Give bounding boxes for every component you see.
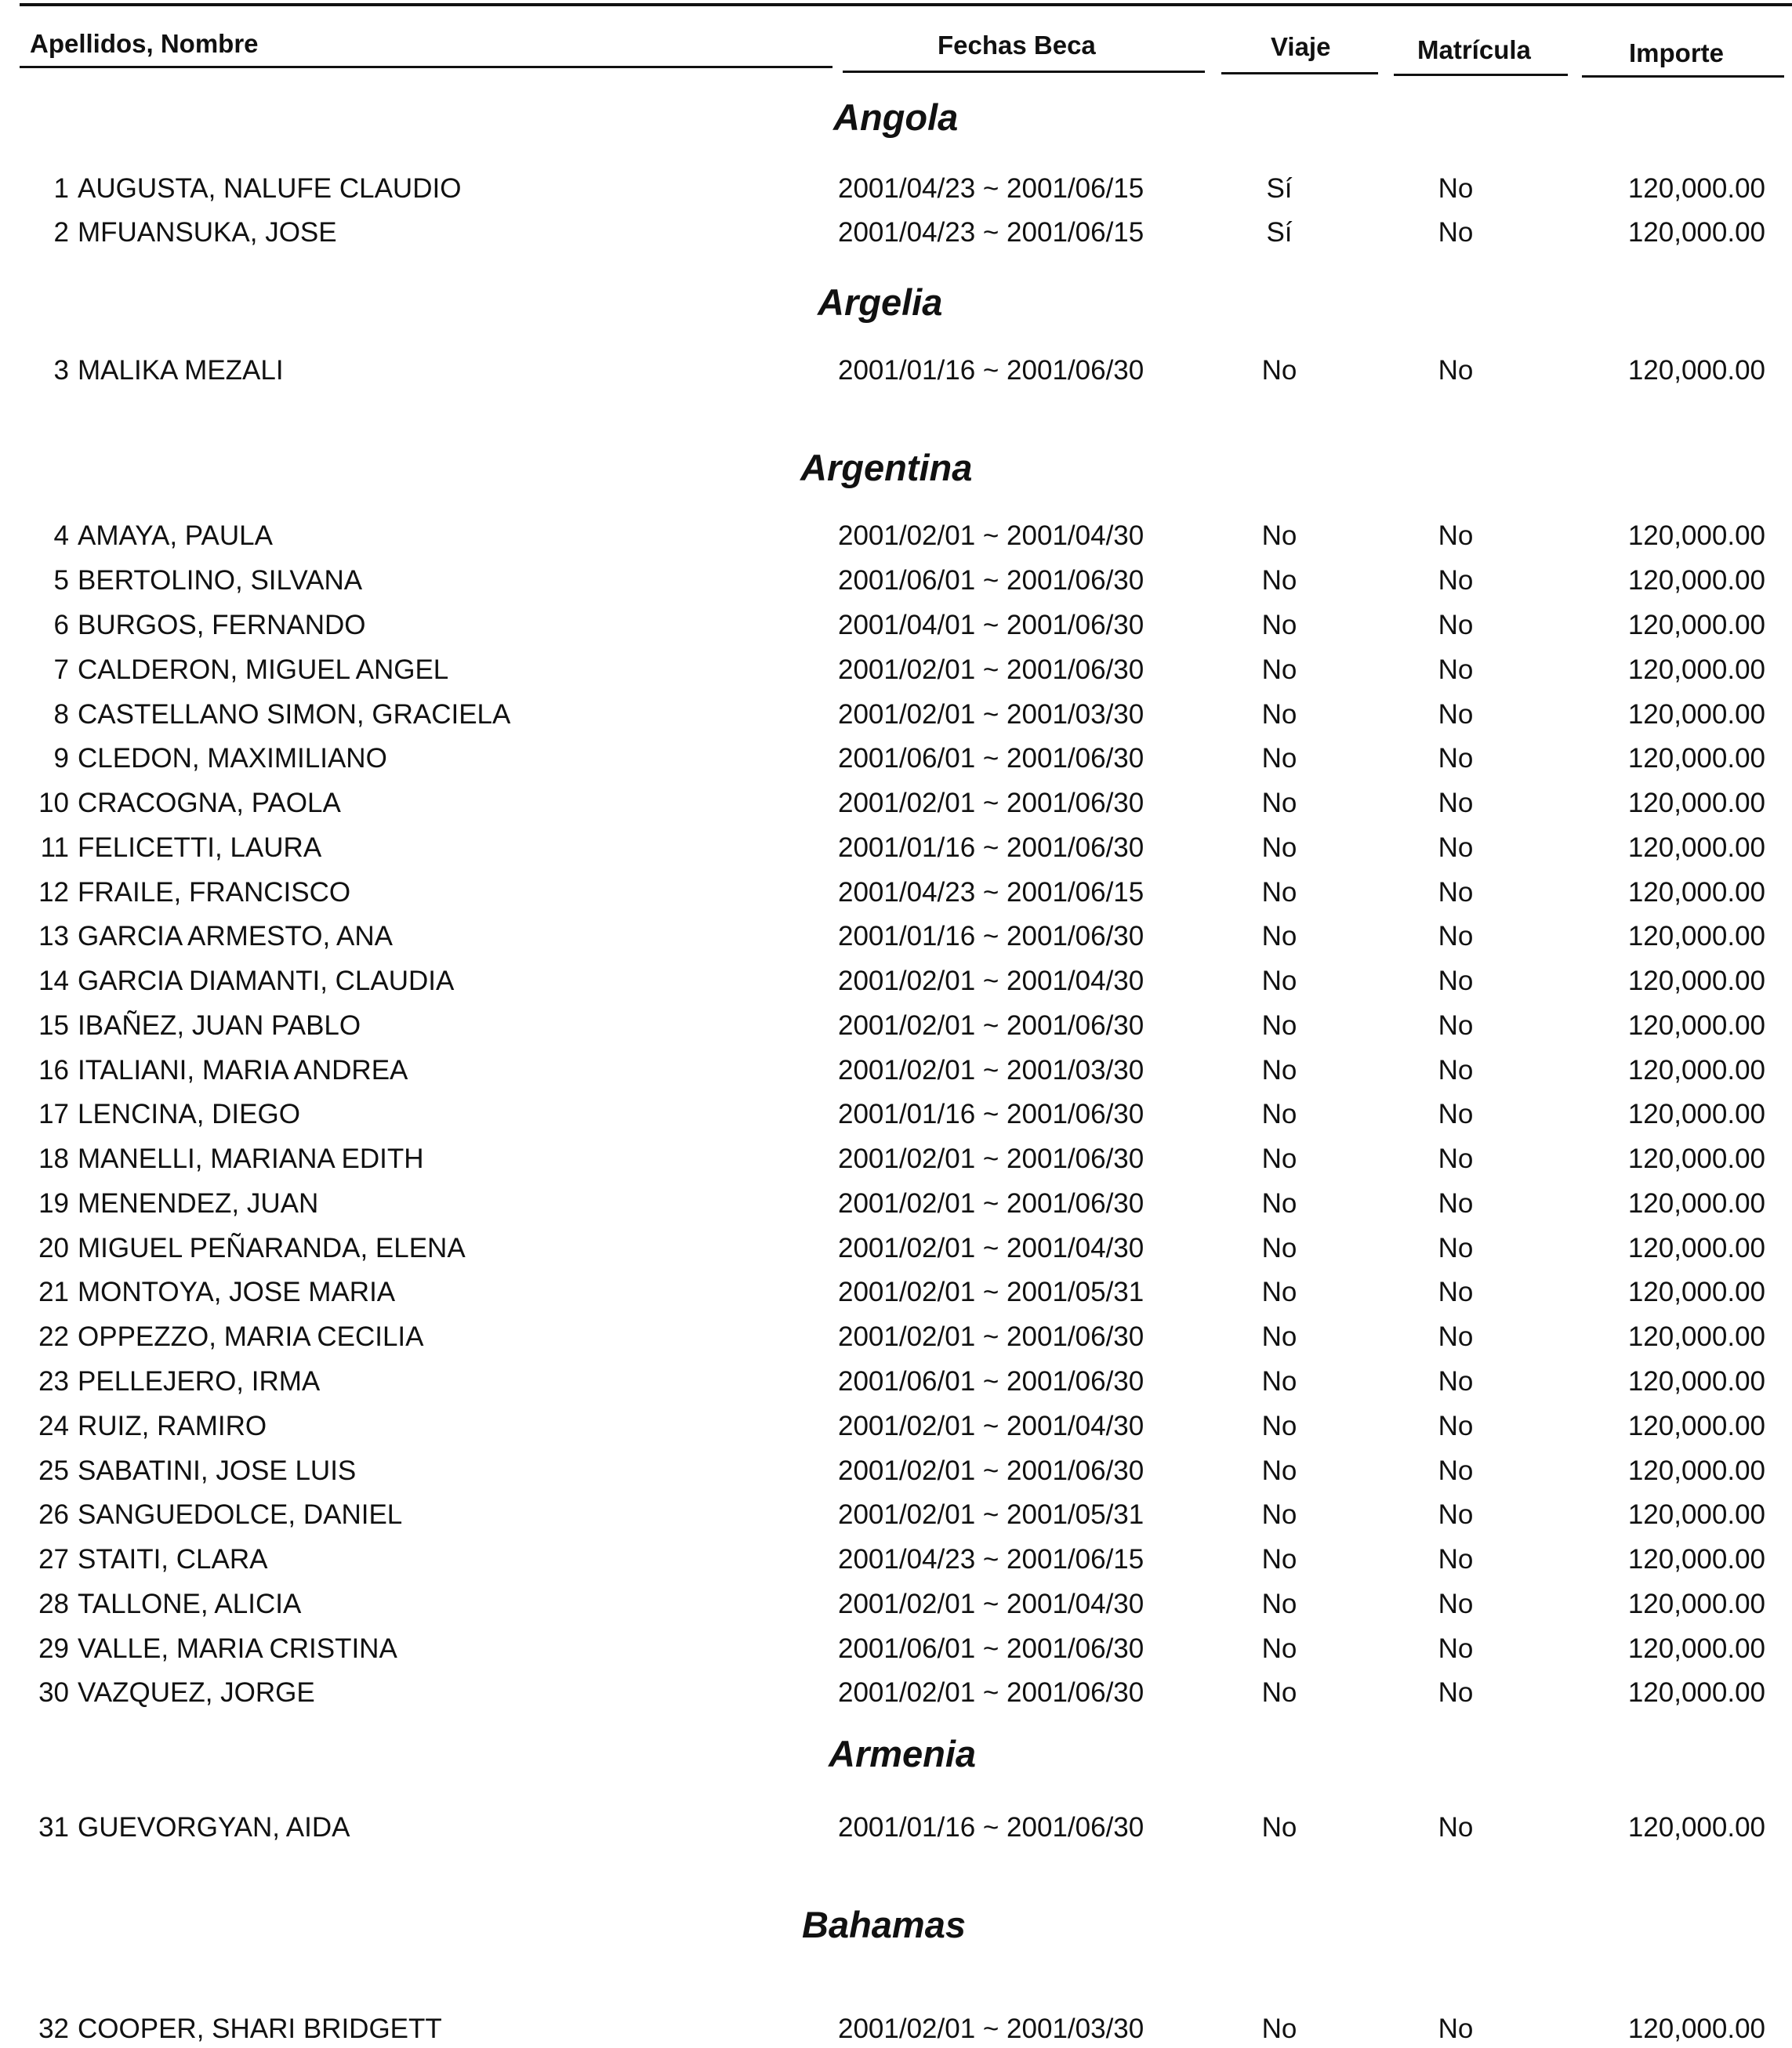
table-row [0, 1140, 1792, 1178]
scholarship-dates: 2001/02/01 ~ 2001/04/30 [838, 1411, 1144, 1441]
student-name: MFUANSUKA, JOSE [78, 217, 337, 248]
enrollment-value: No [1438, 1055, 1474, 1086]
table-row [0, 696, 1792, 734]
scholarship-dates: 2001/06/01 ~ 2001/06/30 [838, 743, 1144, 774]
enrollment-value: No [1438, 966, 1474, 996]
enrollment-value: No [1438, 217, 1474, 248]
amount-value: 120,000.00 [1627, 520, 1765, 551]
table-row [0, 1452, 1792, 1490]
student-name: MALIKA MEZALI [78, 355, 284, 386]
travel-value: No [1261, 788, 1297, 818]
student-name: BURGOS, FERNANDO [78, 610, 366, 640]
table-row [0, 1185, 1792, 1223]
amount-value: 120,000.00 [1627, 966, 1765, 996]
student-name: BERTOLINO, SILVANA [78, 565, 363, 596]
enrollment-value: No [1438, 1677, 1474, 1708]
scholarship-dates: 2001/01/16 ~ 2001/06/30 [838, 1099, 1144, 1129]
scholarship-dates: 2001/02/01 ~ 2001/06/30 [838, 654, 1144, 685]
travel-value: No [1261, 921, 1297, 952]
table-row [0, 1630, 1792, 1668]
header-name-rule [20, 66, 833, 68]
header-enrollment-rule [1394, 74, 1568, 76]
row-number: 29 [38, 1633, 69, 1664]
amount-value: 120,000.00 [1627, 173, 1765, 204]
scholarship-dates: 2001/06/01 ~ 2001/06/30 [838, 1633, 1144, 1664]
amount-value: 120,000.00 [1627, 1055, 1765, 1086]
travel-value: No [1261, 1455, 1297, 1486]
row-number: 26 [38, 1499, 69, 1530]
student-name: CASTELLANO SIMON, GRACIELA [78, 699, 511, 730]
table-row [0, 1096, 1792, 1133]
enrollment-value: No [1438, 699, 1474, 730]
enrollment-value: No [1438, 1099, 1474, 1129]
row-number: 10 [38, 788, 69, 818]
row-number: 31 [38, 1812, 69, 1843]
row-number: 4 [53, 520, 69, 551]
enrollment-value: No [1438, 173, 1474, 204]
row-number: 8 [53, 699, 69, 730]
amount-value: 120,000.00 [1627, 1321, 1765, 1352]
table-row [0, 785, 1792, 822]
scholarship-dates: 2001/02/01 ~ 2001/06/30 [838, 1321, 1144, 1352]
table-row [0, 517, 1792, 555]
travel-value: No [1261, 1233, 1297, 1263]
student-name: AUGUSTA, NALUFE CLAUDIO [78, 173, 462, 204]
scholarship-dates: 2001/02/01 ~ 2001/06/30 [838, 1677, 1144, 1708]
travel-value: No [1261, 1010, 1297, 1041]
header-travel: Viaje [1271, 32, 1331, 61]
table-row [0, 1809, 1792, 1847]
amount-value: 120,000.00 [1627, 788, 1765, 818]
amount-value: 120,000.00 [1627, 1633, 1765, 1664]
row-number: 9 [53, 743, 69, 774]
amount-value: 120,000.00 [1627, 355, 1765, 386]
travel-value: No [1261, 1812, 1297, 1843]
row-number: 23 [38, 1366, 69, 1397]
student-name: GUEVORGYAN, AIDA [78, 1812, 350, 1843]
travel-value: No [1261, 1188, 1297, 1219]
scholarship-dates: 2001/02/01 ~ 2001/05/31 [838, 1499, 1144, 1530]
table-row [0, 1541, 1792, 1579]
enrollment-value: No [1438, 1144, 1474, 1174]
travel-value: No [1261, 654, 1297, 685]
travel-value: No [1261, 832, 1297, 863]
amount-value: 120,000.00 [1627, 610, 1765, 640]
enrollment-value: No [1438, 743, 1474, 774]
header-amount: Importe [1629, 38, 1725, 67]
scholarship-dates: 2001/02/01 ~ 2001/03/30 [838, 2014, 1144, 2044]
travel-value: No [1261, 1589, 1297, 1619]
scholarship-dates: 2001/06/01 ~ 2001/06/30 [838, 1366, 1144, 1397]
travel-value: No [1261, 1277, 1297, 1307]
student-name: SABATINI, JOSE LUIS [78, 1455, 357, 1486]
amount-value: 120,000.00 [1627, 1812, 1765, 1843]
travel-value: No [1261, 565, 1297, 596]
row-number: 30 [38, 1677, 69, 1708]
scholarship-dates: 2001/01/16 ~ 2001/06/30 [838, 832, 1144, 863]
student-name: ITALIANI, MARIA ANDREA [78, 1055, 408, 1086]
travel-value: No [1261, 1099, 1297, 1129]
travel-value: No [1261, 610, 1297, 640]
amount-value: 120,000.00 [1627, 1411, 1765, 1441]
scholarship-dates: 2001/01/16 ~ 2001/06/30 [838, 355, 1144, 386]
student-name: CLEDON, MAXIMILIANO [78, 743, 387, 774]
amount-value: 120,000.00 [1627, 699, 1765, 730]
enrollment-value: No [1438, 1411, 1474, 1441]
row-number: 18 [38, 1144, 69, 1174]
amount-value: 120,000.00 [1627, 921, 1765, 952]
amount-value: 120,000.00 [1627, 1010, 1765, 1041]
table-row [0, 607, 1792, 644]
table-row [0, 2010, 1792, 2048]
scholarship-dates: 2001/02/01 ~ 2001/04/30 [838, 966, 1144, 996]
enrollment-value: No [1438, 1589, 1474, 1619]
table-row [0, 1674, 1792, 1712]
travel-value: No [1261, 1055, 1297, 1086]
table-row [0, 829, 1792, 867]
enrollment-value: No [1438, 1233, 1474, 1263]
travel-value: No [1261, 1544, 1297, 1575]
student-name: GARCIA DIAMANTI, CLAUDIA [78, 966, 455, 996]
enrollment-value: No [1438, 877, 1474, 908]
student-name: MIGUEL PEÑARANDA, ELENA [78, 1233, 466, 1263]
scholarship-dates: 2001/01/16 ~ 2001/06/30 [838, 921, 1144, 952]
enrollment-value: No [1438, 1499, 1474, 1530]
student-name: MANELLI, MARIANA EDITH [78, 1144, 424, 1174]
scholarship-dates: 2001/04/01 ~ 2001/06/30 [838, 610, 1144, 640]
travel-value: No [1261, 1366, 1297, 1397]
row-number: 16 [38, 1055, 69, 1086]
student-name: RUIZ, RAMIRO [78, 1411, 267, 1441]
enrollment-value: No [1438, 921, 1474, 952]
table-row [0, 1496, 1792, 1534]
enrollment-value: No [1438, 1812, 1474, 1843]
travel-value: No [1261, 1677, 1297, 1708]
scholarship-dates: 2001/02/01 ~ 2001/06/30 [838, 1455, 1144, 1486]
amount-value: 120,000.00 [1627, 217, 1765, 248]
row-number: 5 [53, 565, 69, 596]
student-name: CRACOGNA, PAOLA [78, 788, 341, 818]
student-name: VALLE, MARIA CRISTINA [78, 1633, 397, 1664]
enrollment-value: No [1438, 565, 1474, 596]
amount-value: 120,000.00 [1627, 1188, 1765, 1219]
enrollment-value: No [1438, 1633, 1474, 1664]
enrollment-value: No [1438, 1010, 1474, 1041]
table-row [0, 962, 1792, 1000]
scholarship-dates: 2001/02/01 ~ 2001/06/30 [838, 1010, 1144, 1041]
student-name: SANGUEDOLCE, DANIEL [78, 1499, 403, 1530]
scholarship-dates: 2001/04/23 ~ 2001/06/15 [838, 1544, 1144, 1575]
table-row [0, 562, 1792, 600]
row-number: 2 [53, 217, 69, 248]
row-number: 32 [38, 2014, 69, 2044]
row-number: 27 [38, 1544, 69, 1575]
enrollment-value: No [1438, 520, 1474, 551]
table-row [0, 1318, 1792, 1356]
row-number: 1 [53, 173, 69, 204]
student-name: MENENDEZ, JUAN [78, 1188, 319, 1219]
student-name: FELICETTI, LAURA [78, 832, 322, 863]
amount-value: 120,000.00 [1627, 877, 1765, 908]
enrollment-value: No [1438, 2014, 1474, 2044]
student-name: AMAYA, PAULA [78, 520, 273, 551]
header-enrollment: Matrícula [1417, 35, 1531, 64]
travel-value: No [1261, 1144, 1297, 1174]
student-name: CALDERON, MIGUEL ANGEL [78, 654, 449, 685]
travel-value: No [1261, 1321, 1297, 1352]
scholarship-dates: 2001/04/23 ~ 2001/06/15 [838, 173, 1144, 204]
scholarship-dates: 2001/02/01 ~ 2001/04/30 [838, 520, 1144, 551]
country-heading: Argentina [800, 447, 973, 488]
student-name: VAZQUEZ, JORGE [78, 1677, 315, 1708]
travel-value: No [1261, 743, 1297, 774]
travel-value: No [1261, 1499, 1297, 1530]
row-number: 25 [38, 1455, 69, 1486]
travel-value: No [1261, 355, 1297, 386]
enrollment-value: No [1438, 1455, 1474, 1486]
header-dates: Fechas Beca [938, 31, 1096, 60]
table-row [0, 1052, 1792, 1089]
row-number: 14 [38, 966, 69, 996]
row-number: 22 [38, 1321, 69, 1352]
student-name: GARCIA ARMESTO, ANA [78, 921, 393, 952]
scholarship-dates: 2001/04/23 ~ 2001/06/15 [838, 217, 1144, 248]
amount-value: 120,000.00 [1627, 654, 1765, 685]
enrollment-value: No [1438, 1544, 1474, 1575]
country-heading: Angola [833, 96, 959, 138]
travel-value: No [1261, 2014, 1297, 2044]
student-name: IBAÑEZ, JUAN PABLO [78, 1010, 361, 1041]
student-name: LENCINA, DIEGO [78, 1099, 300, 1129]
student-name: PELLEJERO, IRMA [78, 1366, 321, 1397]
table-row [0, 1007, 1792, 1045]
table-row [0, 214, 1792, 252]
amount-value: 120,000.00 [1627, 743, 1765, 774]
amount-value: 120,000.00 [1627, 1099, 1765, 1129]
row-number: 28 [38, 1589, 69, 1619]
amount-value: 120,000.00 [1627, 1277, 1765, 1307]
table-row [0, 918, 1792, 955]
travel-value: No [1261, 1411, 1297, 1441]
table-row [0, 874, 1792, 912]
amount-value: 120,000.00 [1627, 1144, 1765, 1174]
row-number: 13 [38, 921, 69, 952]
scholarship-dates: 2001/04/23 ~ 2001/06/15 [838, 877, 1144, 908]
scholarship-dates: 2001/02/01 ~ 2001/03/30 [838, 1055, 1144, 1086]
row-number: 17 [38, 1099, 69, 1129]
header-dates-rule [843, 71, 1205, 73]
scholarship-dates: 2001/01/16 ~ 2001/06/30 [838, 1812, 1144, 1843]
header-travel-rule [1221, 72, 1378, 74]
scholarship-dates: 2001/02/01 ~ 2001/04/30 [838, 1589, 1144, 1619]
row-number: 21 [38, 1277, 69, 1307]
enrollment-value: No [1438, 610, 1474, 640]
travel-value: No [1261, 1633, 1297, 1664]
table-row [0, 170, 1792, 208]
travel-value: Sí [1266, 173, 1293, 204]
scholarship-dates: 2001/02/01 ~ 2001/06/30 [838, 788, 1144, 818]
travel-value: No [1261, 877, 1297, 908]
travel-value: No [1261, 966, 1297, 996]
row-number: 24 [38, 1411, 69, 1441]
amount-value: 120,000.00 [1627, 1499, 1765, 1530]
enrollment-value: No [1438, 1321, 1474, 1352]
student-name: COOPER, SHARI BRIDGETT [78, 2014, 442, 2044]
enrollment-value: No [1438, 1277, 1474, 1307]
table-row [0, 1363, 1792, 1401]
travel-value: No [1261, 520, 1297, 551]
scholarship-dates: 2001/02/01 ~ 2001/05/31 [838, 1277, 1144, 1307]
scholarship-dates: 2001/02/01 ~ 2001/06/30 [838, 1188, 1144, 1219]
student-name: TALLONE, ALICIA [78, 1589, 302, 1619]
table-row [0, 352, 1792, 390]
travel-value: Sí [1266, 217, 1293, 248]
scholarship-dates: 2001/02/01 ~ 2001/04/30 [838, 1233, 1144, 1263]
amount-value: 120,000.00 [1627, 565, 1765, 596]
amount-value: 120,000.00 [1627, 1589, 1765, 1619]
table-row [0, 740, 1792, 778]
student-name: OPPEZZO, MARIA CECILIA [78, 1321, 424, 1352]
country-heading: Bahamas [802, 1904, 966, 1945]
enrollment-value: No [1438, 832, 1474, 863]
row-number: 19 [38, 1188, 69, 1219]
amount-value: 120,000.00 [1627, 832, 1765, 863]
scholarship-dates: 2001/02/01 ~ 2001/06/30 [838, 1144, 1144, 1174]
country-heading: Argelia [818, 281, 943, 323]
amount-value: 120,000.00 [1627, 1677, 1765, 1708]
amount-value: 120,000.00 [1627, 1366, 1765, 1397]
student-name: STAITI, CLARA [78, 1544, 268, 1575]
amount-value: 120,000.00 [1627, 2014, 1765, 2044]
amount-value: 120,000.00 [1627, 1544, 1765, 1575]
enrollment-value: No [1438, 1366, 1474, 1397]
header-name: Apellidos, Nombre [30, 29, 259, 58]
table-row [0, 1230, 1792, 1267]
amount-value: 120,000.00 [1627, 1455, 1765, 1486]
amount-value: 120,000.00 [1627, 1233, 1765, 1263]
row-number: 6 [53, 610, 69, 640]
travel-value: No [1261, 699, 1297, 730]
top-rule [20, 3, 1792, 6]
enrollment-value: No [1438, 1188, 1474, 1219]
row-number: 3 [53, 355, 69, 386]
scholarship-dates: 2001/02/01 ~ 2001/03/30 [838, 699, 1144, 730]
header-amount-rule [1582, 75, 1784, 78]
table-row [0, 651, 1792, 689]
country-heading: Armenia [829, 1733, 977, 1774]
enrollment-value: No [1438, 654, 1474, 685]
student-name: MONTOYA, JOSE MARIA [78, 1277, 396, 1307]
table-row [0, 1408, 1792, 1445]
row-number: 15 [38, 1010, 69, 1041]
enrollment-value: No [1438, 355, 1474, 386]
student-name: FRAILE, FRANCISCO [78, 877, 351, 908]
table-row [0, 1586, 1792, 1623]
table-row [0, 1274, 1792, 1311]
row-number: 11 [40, 832, 69, 863]
scholarship-dates: 2001/06/01 ~ 2001/06/30 [838, 565, 1144, 596]
enrollment-value: No [1438, 788, 1474, 818]
row-number: 20 [38, 1233, 69, 1263]
row-number: 7 [53, 654, 69, 685]
row-number: 12 [38, 877, 69, 908]
